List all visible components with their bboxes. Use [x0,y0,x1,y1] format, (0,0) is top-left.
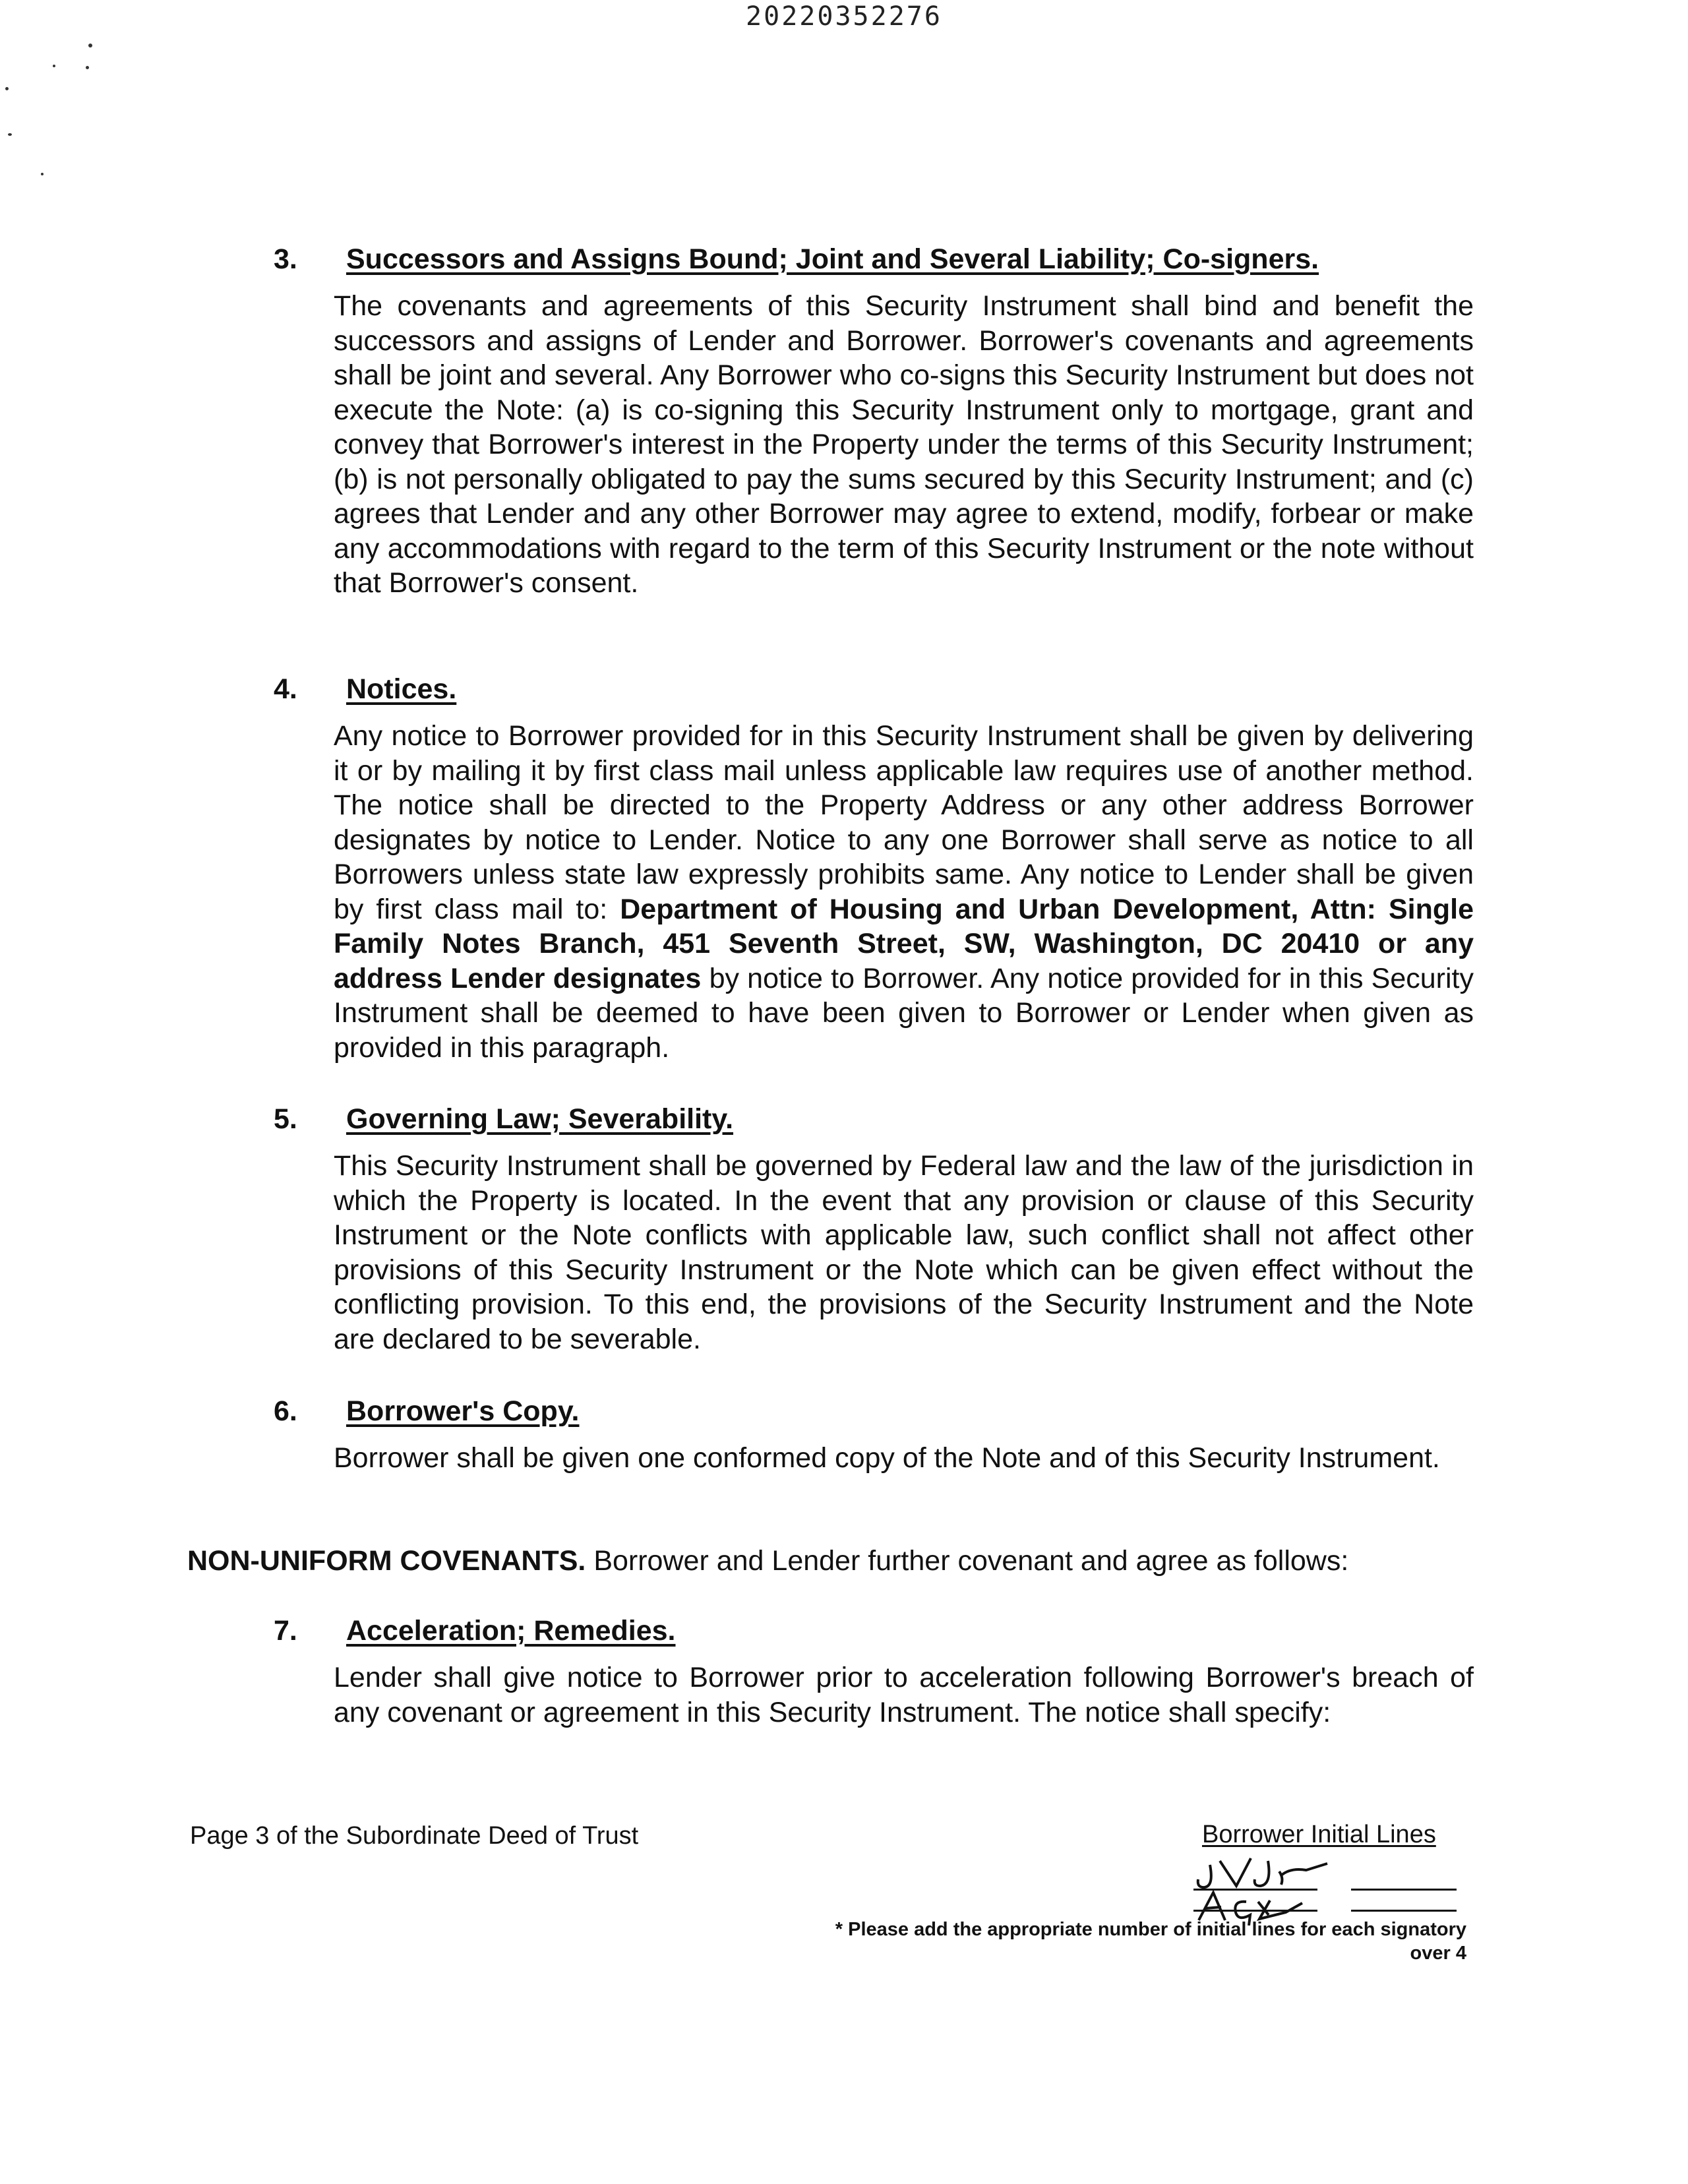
scan-speck [8,133,12,136]
section-body: The covenants and agreements of this Security Instrument shall bind and benefit the successors and assigns of Lender and Borrower. Borrower's covenants and agreements shall be joint and several. Any Borrower who co-signs this Security Instrument but does not execute the Note: (a) is co-signing this Security Instrument only to mortgage, grant and convey that Borrower's interest in the Property under the terms of this Security Instrument; (b) is not personally obligated to pay the sums secured by this Security Instrument; and (c) agrees that Lender and any other Borrower may agree to extend, modify, forbear or make any accommodations with regard to the term of this Security Instrument or the note without that Borrower's consent. [334,290,1474,599]
section-body [334,719,1474,1065]
initials-label: Borrower Initial Lines [1202,1821,1436,1848]
scan-speck [88,44,92,47]
notices-text-part2: by notice to Borrower. Any notice provided for in this Security Instrument shall be deemed to have been given to Borrower or Lender when given as provided in this paragraph. [334,962,1474,1064]
section-heading [274,1613,1467,1649]
scan-speck [5,87,9,90]
section-heading [274,671,1467,707]
initial-line-3 [1193,1910,1317,1912]
footnote: * Please add the appropriate number of initial lines for each signatory [835,1919,1466,1940]
section-governing-law [274,1101,1474,1356]
section-title: Notices. [346,673,457,705]
section-body: This Security Instrument shall be governed by Federal law and the law of the jurisdiction in which the Property is located. In the event that any provision or clause of this Security Instrument or the Note conflicts with applicable law, such conflict shall not affect other provisions of this Security Instrument or the Note which can be given effect without the conflicting provision. To this end, the provisions of the Security Instrument and the Note are declared to be severable. [334,1150,1474,1355]
scan-speck [41,173,44,175]
page-label: Page 3 of the Subordinate Deed of Trust [190,1822,639,1850]
section-number: 5. [274,1103,297,1135]
non-uniform-covenants [187,1543,1348,1579]
scan-speck [53,65,55,67]
section-title: Acceleration; Remedies. [346,1615,676,1647]
document-number: 20220352276 [746,1,942,32]
section-heading [274,241,1467,277]
section-heading [274,1393,1467,1429]
section-number: 4. [274,673,297,705]
section-borrowers-copy [274,1393,1467,1476]
hud-address: Department of Housing and Urban Development, Attn: Single Family Notes Branch, 451 Seventh Street, SW, Washington, DC 20410 or any address Lender designates [334,893,1474,994]
section-title: Governing Law; Severability. [346,1103,734,1135]
section-number: 6. [274,1395,297,1427]
initial-line-2 [1351,1889,1457,1891]
section-body: Lender shall give notice to Borrower prior to acceleration following Borrower's breach of any covenant or agreement in this Security Instrument. The notice shall specify: [334,1662,1474,1728]
section-number: 3. [274,243,297,275]
notices-text-part1: Any notice to Borrower provided for in this Security Instrument shall be given by delivering it or by mailing it by first class mail unless applicable law requires use of another method. The notice shall be directed to the Property Address or any other address Borrower designates by notice to Lender. Notice to any one Borrower shall serve as notice to all Borrowers unless state law expressly prohibits same. Any notice to Lender shall be given by first class mail to: [334,720,1474,925]
initials-text-2: AGY [1187,1886,1189,1887]
section-title: Successors and Assigns Bound; Joint and Several Liability; Co-signers. [346,243,1319,275]
scan-speck [86,66,89,69]
section-body: Borrower shall be given one conformed copy of the Note and of this Security Instrument. [334,1442,1440,1474]
section-notices [274,671,1474,1065]
section-heading [274,1101,1467,1137]
non-uniform-label: NON-UNIFORM COVENANTS. [187,1545,586,1577]
initial-line-4 [1351,1910,1457,1912]
section-successors [274,241,1474,601]
section-number: 7. [274,1615,297,1647]
section-acceleration [274,1613,1474,1730]
non-uniform-text: Borrower and Lender further covenant and agree as follows: [593,1545,1349,1577]
section-title: Borrower's Copy. [346,1395,580,1427]
over-page-indicator: over 4 [1410,1943,1466,1964]
